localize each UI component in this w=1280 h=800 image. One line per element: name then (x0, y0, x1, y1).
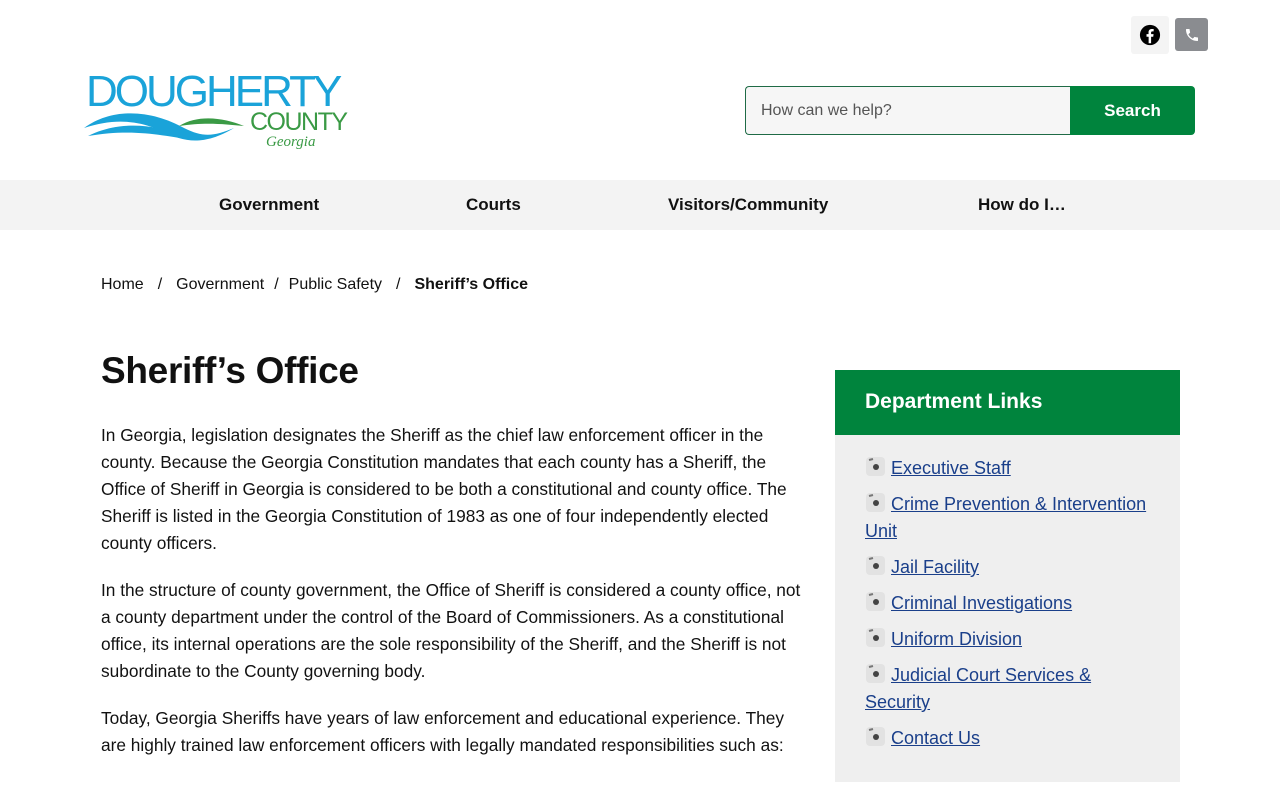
link-bullet-icon (865, 726, 886, 747)
list-item (865, 455, 1150, 482)
list-item (865, 662, 1150, 716)
link-executive-staff[interactable]: Executive Staff (891, 458, 1011, 478)
paragraph: Today, Georgia Sheriffs have years of law enforcement and educational experience. They are highly trained law enforcement officers with legally mandated responsibilities such as: (101, 708, 785, 755)
site-header (0, 0, 1280, 180)
breadcrumb-separator: / (274, 276, 279, 293)
logo-line2: COUNTY (250, 108, 347, 136)
link-bullet-icon (865, 456, 886, 477)
link-bullet-icon (865, 555, 886, 576)
link-contact-us[interactable]: Contact Us (891, 728, 981, 748)
paragraph: In Georgia, legislation designates the Sheriff as the chief law enforcement officer in the county. Because the Georgia Constitution mandates that each county has a Sheriff, the Office of Sheriff in Georgia is considered to be both a constitutional and county office. The Sheriff is listed in the Georgia Constitution of 1983 as one of four independently elected county officers. (101, 425, 787, 553)
main-content (101, 350, 811, 779)
breadcrumb-separator: / (396, 276, 401, 293)
paragraph: In the structure of county government, the Office of Sheriff is considered a county office, not a county department under the control of the Board of Commissioners. As a constitutional office, its internal operations are the sole responsibility of the Sheriff, and the Sheriff is not subordinate to the County governing body. (101, 580, 801, 681)
nav-item-visitors-community[interactable]: Visitors/Community (668, 195, 829, 214)
social-links (1131, 16, 1208, 54)
list-item (865, 554, 1150, 581)
breadcrumb-home[interactable]: Home (101, 276, 144, 293)
facebook-button[interactable] (1131, 16, 1169, 54)
search-input[interactable] (745, 86, 1070, 135)
department-links-list (835, 435, 1180, 752)
nav-item-government[interactable]: Government (219, 195, 320, 214)
breadcrumb-current: Sheriff’s Office (414, 276, 528, 293)
logo-line3: Georgia (266, 134, 316, 150)
dougherty-county-logo[interactable] (84, 66, 356, 154)
list-item (865, 626, 1150, 653)
page-title: Sheriff’s Office (101, 350, 359, 391)
link-bullet-icon (865, 492, 886, 513)
nav-item-how-do-i[interactable]: How do I… (978, 195, 1066, 214)
link-crime-prevention[interactable]: Crime Prevention & Intervention Unit (865, 494, 1147, 541)
breadcrumb-government[interactable]: Government (176, 276, 265, 293)
phone-icon (1184, 27, 1200, 43)
breadcrumb (101, 276, 528, 294)
link-criminal-investigations[interactable]: Criminal Investigations (891, 593, 1073, 613)
list-item (865, 590, 1150, 617)
link-bullet-icon (865, 627, 886, 648)
breadcrumb-separator: / (157, 276, 163, 293)
link-jail-facility[interactable]: Jail Facility (891, 557, 980, 577)
list-item (865, 725, 1150, 752)
phone-button[interactable] (1175, 18, 1208, 51)
search-button[interactable]: Search (1070, 86, 1195, 135)
link-bullet-icon (865, 591, 886, 612)
nav-item-courts[interactable]: Courts (466, 195, 521, 214)
site-search (745, 86, 1195, 135)
main-nav (0, 180, 1280, 230)
link-judicial-court-services[interactable]: Judicial Court Services & Security (865, 665, 1092, 712)
link-uniform-division[interactable]: Uniform Division (891, 629, 1023, 649)
list-item (865, 491, 1150, 545)
logo-graphic (84, 66, 356, 154)
link-bullet-icon (865, 663, 886, 684)
department-links-title: Department Links (835, 370, 1180, 435)
logo-line1: DOUGHERTY (86, 67, 340, 116)
department-links-panel (835, 370, 1180, 782)
breadcrumb-public-safety[interactable]: Public Safety (288, 276, 383, 293)
facebook-icon (1139, 24, 1161, 46)
